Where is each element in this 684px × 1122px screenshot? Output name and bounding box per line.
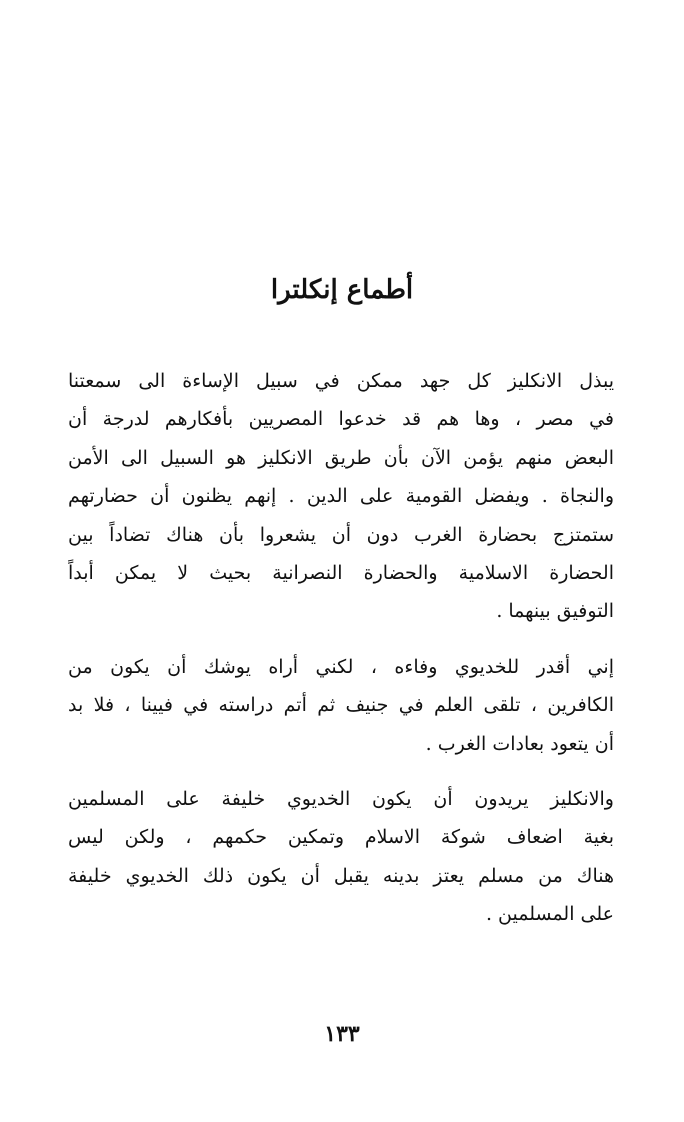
text-line: أن يتعود بعادات الغرب . xyxy=(425,732,614,755)
page-number: ١٣٣ xyxy=(324,1021,360,1047)
body-text xyxy=(68,362,614,951)
text-line: على المسلمين . xyxy=(485,903,614,926)
paragraph-2 xyxy=(68,648,614,763)
text-line: يبذل الانكليز كل جهد ممكن في سبيل الإساءة الى سمعتنا xyxy=(68,370,614,392)
paragraph-3 xyxy=(68,780,614,934)
text-line: التوفيق بينهما . xyxy=(496,600,614,623)
text-line: بغية اضعاف شوكة الاسلام وتمكين حكمهم ، ولكن ليس xyxy=(68,826,614,849)
text-line: الكافرين ، تلقى العلم في جنيف ثم أتم دراسته في فيينا ، فلا بد xyxy=(68,694,614,717)
text-line: والنجاة . ويفضل القومية على الدين . إنهم يظنون أن حضارتهم xyxy=(68,485,614,508)
paragraph-1 xyxy=(68,362,614,631)
text-line: إني أقدر للخديوي وفاءه ، لكني أراه يوشك أن يكون من xyxy=(68,655,614,678)
text-line: ستمتزج بحضارة الغرب دون أن يشعروا بأن هناك تضاداً بين xyxy=(68,523,614,546)
text-line: البعض منهم يؤمن الآن بأن طريق الانكليز هو السبيل الى الأمن xyxy=(68,446,614,469)
text-line: والانكليز يريدون أن يكون الخديوي خليفة على المسلمين xyxy=(68,788,614,811)
chapter-title: أطماع إنكلترا xyxy=(270,275,414,305)
text-line: هناك من مسلم يعتز بدينه يقبل أن يكون ذلك الخديوي خليفة xyxy=(68,864,614,887)
text-line: الحضارة الاسلامية والحضارة النصرانية بحيث لا يمكن أبداً xyxy=(68,562,614,585)
text-line: في مصر ، وها هم قد خدعوا المصريين بأفكارهم لدرجة أن xyxy=(68,408,614,431)
